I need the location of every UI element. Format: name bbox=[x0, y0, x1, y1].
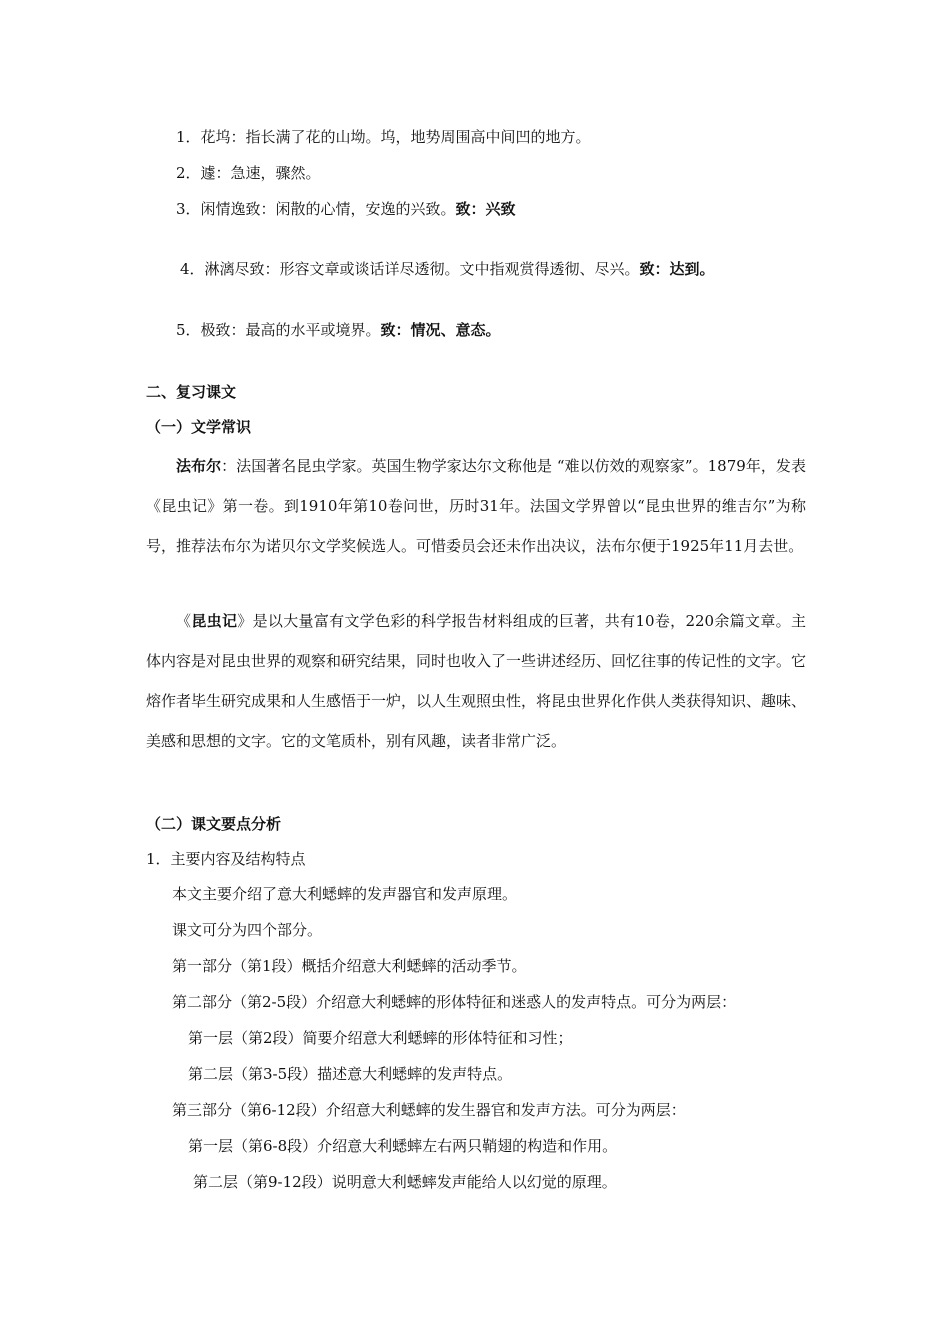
analysis-line: 本文主要介绍了意大利蟋蟀的发声器官和发声原理。 bbox=[172, 885, 518, 903]
glossary-item-2: 2．遽：急速，骤然。 bbox=[176, 164, 321, 182]
analysis-sublayer: 第二层（第3-5段）描述意大利蟋蟀的发声特点。 bbox=[188, 1065, 513, 1083]
glossary-item-5: 5．极致：最高的水平或境界。致：情况、意态。 bbox=[176, 321, 501, 339]
glossary-item-4-emphasis: 致：达到。 bbox=[639, 260, 715, 278]
book-title: 昆虫记 bbox=[191, 612, 238, 630]
analysis-line: 课文可分为四个部分。 bbox=[172, 921, 323, 939]
analysis-point-heading: 1．主要内容及结构特点 bbox=[146, 850, 306, 868]
analysis-sublayer: 第一层（第2段）简要介绍意大利蟋蟀的形体特征和习性； bbox=[188, 1029, 573, 1047]
paragraph-book: 《昆虫记》是以大量富有文学色彩的科学报告材料组成的巨著，共有10卷，220余篇文章。主体内容是对昆虫世界的观察和研究结果，同时也收入了一些讲述经历、回忆往事的传记性的文字。它熔作者毕生研究成果和人生感悟于一炉，以人生观照虫性，将昆虫世界化作供人类获得知识、趣味、美感和思想的文字。它的文笔质朴，别有风趣，读者非常广泛。 bbox=[146, 612, 807, 750]
fabre-name: 法布尔 bbox=[176, 457, 222, 475]
glossary-item-4: 4．淋漓尽致：形容文章或谈话详尽透彻。文中指观赏得透彻、尽兴。致：达到。 bbox=[180, 260, 715, 278]
section-heading-review: 二、复习课文 bbox=[146, 383, 237, 401]
subsection-heading-analysis: （二）课文要点分析 bbox=[146, 815, 282, 833]
paragraph-fabre: 法布尔：法国著名昆虫学家。英国生物学家达尔文称他是 “难以仿效的观察家”。1879年，发表《昆虫记》第一卷。到1910年第10卷问世，历时31年。法国文学界曾以“昆虫世界的维吉尔”为称号，推荐法布尔为诺贝尔文学奖候选人。可惜委员会还未作出决议，法布尔便于1925年11月去世。 bbox=[146, 457, 806, 555]
glossary-item-3: 3．闲情逸致：闲散的心情，安逸的兴致。致：兴致 bbox=[176, 200, 516, 218]
analysis-line: 第三部分（第6-12段）介绍意大利蟋蟀的发生器官和发声方法。可分为两层： bbox=[172, 1101, 686, 1119]
analysis-sublayer: 第一层（第6-8段）介绍意大利蟋蟀左右两只鞘翅的构造和作用。 bbox=[188, 1137, 618, 1155]
glossary-item-1: 1．花坞：指长满了花的山坳。坞，地势周围高中间凹的地方。 bbox=[176, 128, 591, 146]
subsection-heading-literary-knowledge: （一）文学常识 bbox=[146, 418, 252, 436]
analysis-line: 第一部分（第1段）概括介绍意大利蟋蟀的活动季节。 bbox=[172, 957, 527, 975]
analysis-sublayer: 第二层（第9-12段）说明意大利蟋蟀发声能给人以幻觉的原理。 bbox=[193, 1173, 617, 1191]
analysis-line: 第二部分（第2-5段）介绍意大利蟋蟀的形体特征和迷惑人的发声特点。可分为两层： bbox=[172, 993, 737, 1011]
glossary-item-3-emphasis: 致：兴致 bbox=[455, 200, 516, 218]
glossary-item-5-emphasis: 致：情况、意态。 bbox=[380, 321, 501, 339]
